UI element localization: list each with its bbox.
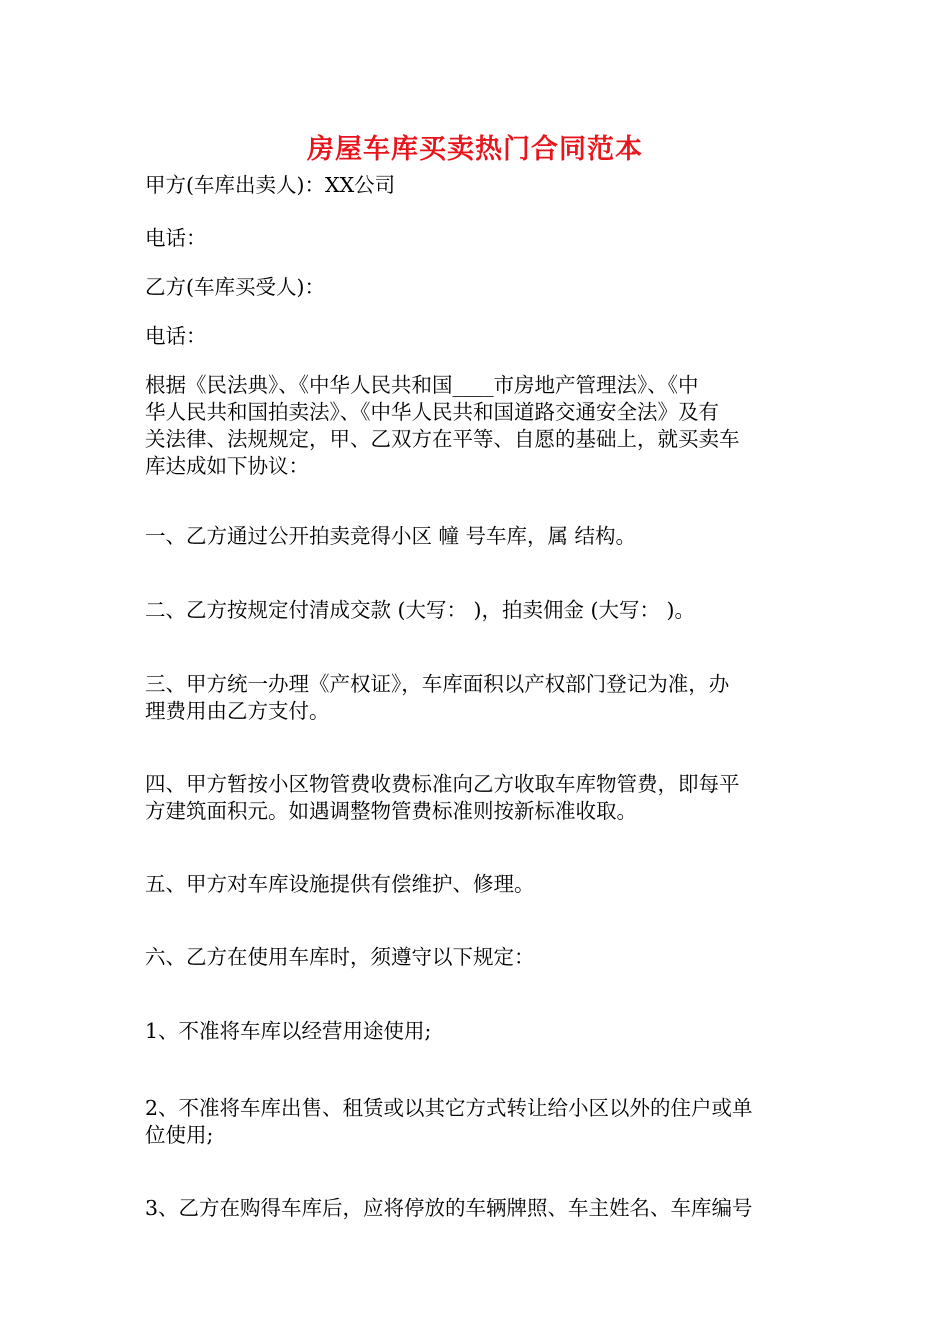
- text-line: 3、乙方在购得车库后，应将停放的车辆牌照、车主姓名、车库编号: [145, 1196, 753, 1220]
- text-line: 方建筑面积元。如遇调整物管费标准则按新标准收取。: [145, 799, 637, 823]
- clause-3: [145, 671, 810, 725]
- party-b-line: [145, 274, 810, 301]
- rule-1: [145, 1018, 810, 1045]
- text-line: 三、甲方统一办理《产权证》，车库面积以产权部门登记为准，办: [145, 672, 730, 696]
- text-line: 六、乙方在使用车库时，须遵守以下规定：: [145, 945, 535, 969]
- rule-3: [145, 1195, 810, 1222]
- text-line: 甲方(车库出卖人)：XX公司: [145, 173, 396, 197]
- party-a-line: [145, 172, 810, 199]
- clause-6: [145, 944, 810, 971]
- party-a-phone: [145, 225, 810, 252]
- text-line: 关法律、法规规定，甲、乙双方在平等、自愿的基础上，就买卖车: [145, 427, 740, 451]
- clause-5: [145, 871, 810, 898]
- text-line: 四、甲方暂按小区物管费收费标准向乙方收取车库物管费，即每平: [145, 772, 740, 796]
- party-b-phone: [145, 323, 810, 350]
- text-line: 位使用;: [145, 1123, 214, 1147]
- text-line: 五、甲方对车库设施提供有偿维护、修理。: [145, 872, 535, 896]
- text-line: 根据《民法典》、《中华人民共和国____市房地产管理法》、《中: [145, 373, 699, 397]
- text-line: 乙方(车库买受人)：: [145, 275, 325, 299]
- text-line: 华人民共和国拍卖法》、《中华人民共和国道路交通安全法》及有: [145, 400, 719, 424]
- rule-2: [145, 1095, 810, 1149]
- clause-2: [145, 597, 810, 624]
- text-line: 2、不准将车库出售、租赁或以其它方式转让给小区以外的住户或单: [145, 1096, 753, 1120]
- preamble-paragraph: [145, 372, 810, 480]
- text-line: 理费用由乙方支付。: [145, 699, 330, 723]
- clause-4: [145, 771, 810, 825]
- text-line: 电话：: [145, 324, 207, 348]
- document-title: 房屋车库买卖热门合同范本: [307, 134, 643, 165]
- text-line: 电话：: [145, 226, 207, 250]
- text-line: 库达成如下协议：: [145, 454, 309, 478]
- text-line: 1、不准将车库以经营用途使用;: [145, 1019, 432, 1043]
- clause-1: [145, 523, 810, 550]
- text-line: 二、乙方按规定付清成交款 (大写： )，拍卖佣金 (大写： )。: [145, 598, 696, 622]
- text-line: 一、乙方通过公开拍卖竞得小区 幢 号车库，属 结构。: [145, 524, 637, 548]
